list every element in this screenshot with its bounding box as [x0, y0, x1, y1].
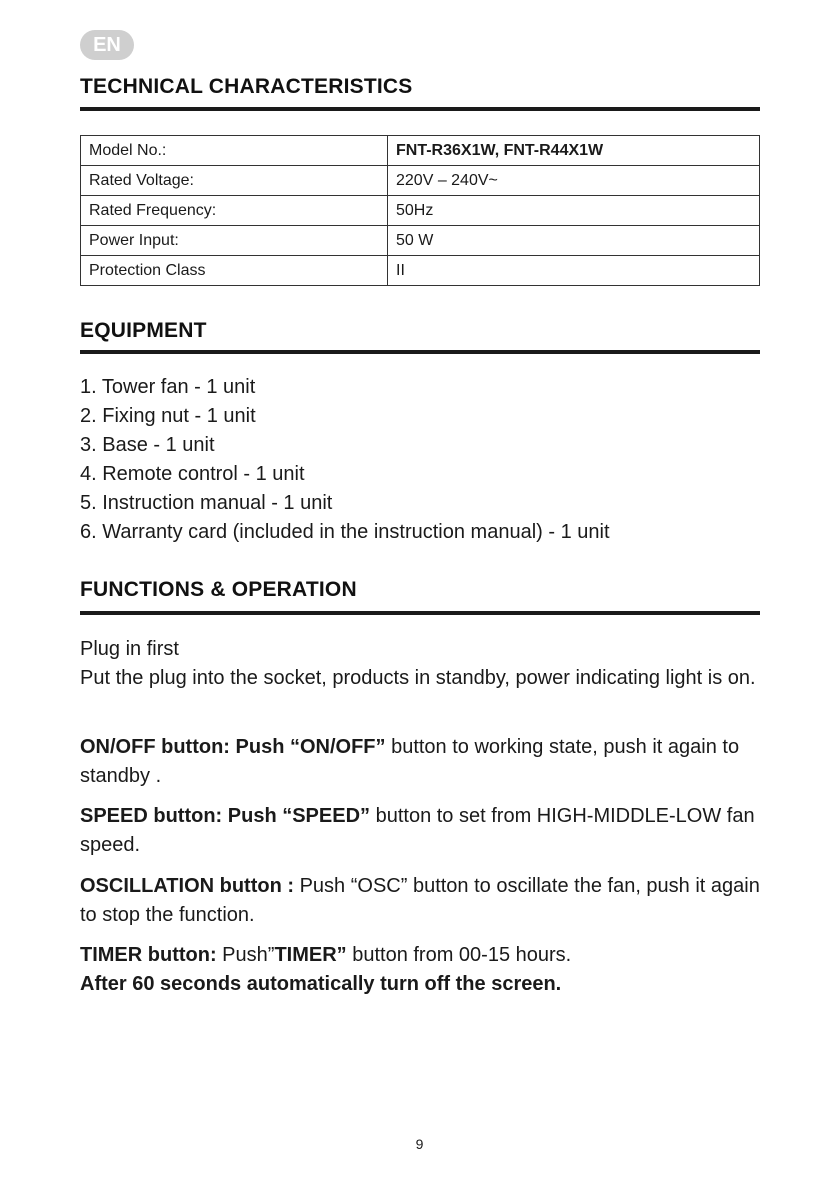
- spec-label: Protection Class: [81, 256, 388, 286]
- list-item: 5. Instruction manual - 1 unit: [80, 492, 333, 514]
- plug-in-title: Plug in first: [80, 638, 179, 660]
- spec-value: 50 W: [388, 226, 760, 256]
- table-row: [81, 136, 760, 166]
- timer-heading: TIMER button:: [80, 944, 217, 966]
- equipment-list: [80, 373, 610, 547]
- table-row: [81, 226, 760, 256]
- oscillation-paragraph: [80, 872, 770, 930]
- plug-in-text: Put the plug into the socket, products in standby, power indicating light is on.: [80, 667, 756, 689]
- timer-range-text: button from 00-15 hours.: [346, 944, 572, 966]
- table-row: [81, 256, 760, 286]
- page-number: 9: [415, 1136, 424, 1152]
- equipment-title: EQUIPMENT: [80, 319, 207, 342]
- timer-text: Push”: [216, 944, 275, 966]
- language-badge: EN: [80, 30, 134, 60]
- onoff-paragraph: [80, 733, 770, 791]
- spec-value: 50Hz: [388, 196, 760, 226]
- list-item: 2. Fixing nut - 1 unit: [80, 405, 256, 427]
- spec-label: Model No.:: [81, 136, 388, 166]
- timer-keyword: TIMER”: [274, 944, 347, 966]
- table-row: [81, 196, 760, 226]
- auto-off-note: After 60 seconds automatically turn off the screen.: [80, 973, 562, 995]
- list-item: 4. Remote control - 1 unit: [80, 463, 305, 485]
- spec-label: Power Input:: [81, 226, 388, 256]
- spec-value: II: [388, 256, 760, 286]
- section-divider: [80, 350, 760, 354]
- technical-specs-table: [80, 135, 760, 286]
- spec-value: FNT-R36X1W, FNT-R44X1W: [388, 136, 760, 166]
- speed-text: button to set from HIGH-MIDDLE-LOW fan speed.: [80, 805, 755, 856]
- list-item: 1. Tower fan - 1 unit: [80, 376, 256, 398]
- table-row: [81, 166, 760, 196]
- section-divider: [80, 611, 760, 615]
- spec-value: 220V – 240V~: [388, 166, 760, 196]
- onoff-text: button to working state, push it again to standby .: [80, 736, 740, 787]
- spec-label: Rated Voltage:: [81, 166, 388, 196]
- onoff-heading: ON/OFF button: Push “ON/OFF”: [80, 736, 386, 758]
- oscillation-heading: OSCILLATION button :: [80, 875, 295, 897]
- plug-in-paragraph: [80, 635, 770, 693]
- technical-characteristics-title: TECHNICAL CHARACTERISTICS: [80, 75, 413, 98]
- timer-paragraph: [80, 941, 770, 999]
- oscillation-text: Push “OSC” button to oscillate the fan, push it again to stop the function.: [80, 875, 760, 926]
- list-item: 3. Base - 1 unit: [80, 434, 215, 456]
- spec-label: Rated Frequency:: [81, 196, 388, 226]
- speed-heading: SPEED button: Push “SPEED”: [80, 805, 371, 827]
- speed-paragraph: [80, 802, 770, 860]
- functions-operation-title: FUNCTIONS & OPERATION: [80, 578, 357, 601]
- section-divider: [80, 107, 760, 111]
- list-item: 6. Warranty card (included in the instruction manual) - 1 unit: [80, 521, 610, 543]
